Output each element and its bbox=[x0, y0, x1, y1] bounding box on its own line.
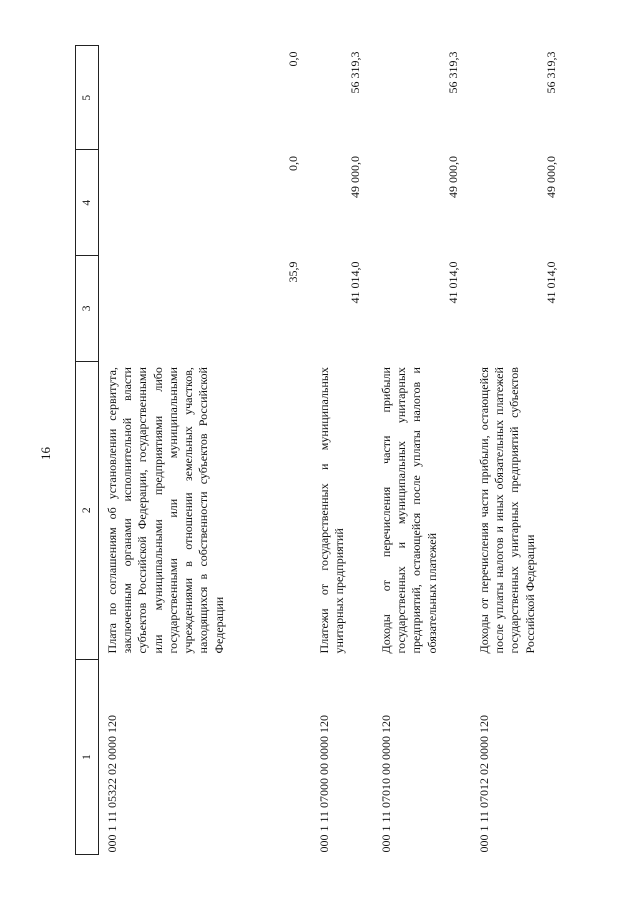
budget-table bbox=[75, 45, 569, 855]
row-value-col4: 49 000,0 bbox=[347, 155, 362, 198]
row-code: 000 1 11 07010 00 0000 120 bbox=[379, 714, 393, 853]
row-value-col5: 56 319,3 bbox=[543, 51, 558, 94]
row-value-col3: 41 014,0 bbox=[347, 261, 362, 304]
row-value-col5: 56 319,3 bbox=[347, 51, 362, 94]
page-number: 16 bbox=[38, 447, 53, 460]
header-col-1: 1 bbox=[76, 659, 99, 854]
row-code: 000 1 11 07012 02 0000 120 bbox=[477, 714, 491, 853]
header-col-5: 5 bbox=[76, 46, 99, 150]
row-code: 000 1 11 05322 02 0000 120 bbox=[105, 714, 119, 853]
header-col-4: 4 bbox=[76, 150, 99, 256]
row-name: Плата по соглашениям об установлении сервитута, заключенным органами исполнительной власти субъектов Российской Федерации, государственными или муниципальными предприятиями либо государственными или муниципальными учреждениями в отношении земельных участков, находящихся в собственности субъектов Российской Федерации bbox=[105, 367, 226, 654]
row-value-col3: 41 014,0 bbox=[445, 261, 460, 304]
header-col-3: 3 bbox=[76, 256, 99, 362]
row-value-col4: 0,0 bbox=[285, 155, 300, 171]
row-value-col5: 56 319,3 bbox=[445, 51, 460, 94]
table-row bbox=[311, 46, 373, 855]
table-row bbox=[373, 46, 471, 855]
header-row bbox=[76, 46, 99, 855]
row-code: 000 1 11 07000 00 0000 120 bbox=[317, 714, 331, 853]
row-value-col4: 49 000,0 bbox=[543, 155, 558, 198]
header-col-2: 2 bbox=[76, 361, 99, 659]
table-row bbox=[99, 46, 312, 855]
row-name: Доходы от перечисления части прибыли, остающейся после уплаты налогов и иных обязательных платежей государственных унитарных предприятий субъектов Российской Федерации bbox=[477, 367, 537, 654]
row-name: Платежи от государственных и муниципальных унитарных предприятий bbox=[317, 367, 347, 654]
row-value-col3: 35,9 bbox=[285, 261, 300, 283]
row-value-col4: 49 000,0 bbox=[445, 155, 460, 198]
row-name: Доходы от перечисления части прибыли государственных и муниципальных унитарных предприятий, остающейся после уплаты налогов и обязательных платежей bbox=[379, 367, 439, 654]
table-header bbox=[76, 46, 99, 855]
rotated-table-container bbox=[75, 45, 620, 855]
table-body bbox=[99, 46, 570, 855]
row-value-col3: 41 014,0 bbox=[543, 261, 558, 304]
table-row bbox=[471, 46, 569, 855]
row-value-col5: 0,0 bbox=[285, 51, 300, 67]
